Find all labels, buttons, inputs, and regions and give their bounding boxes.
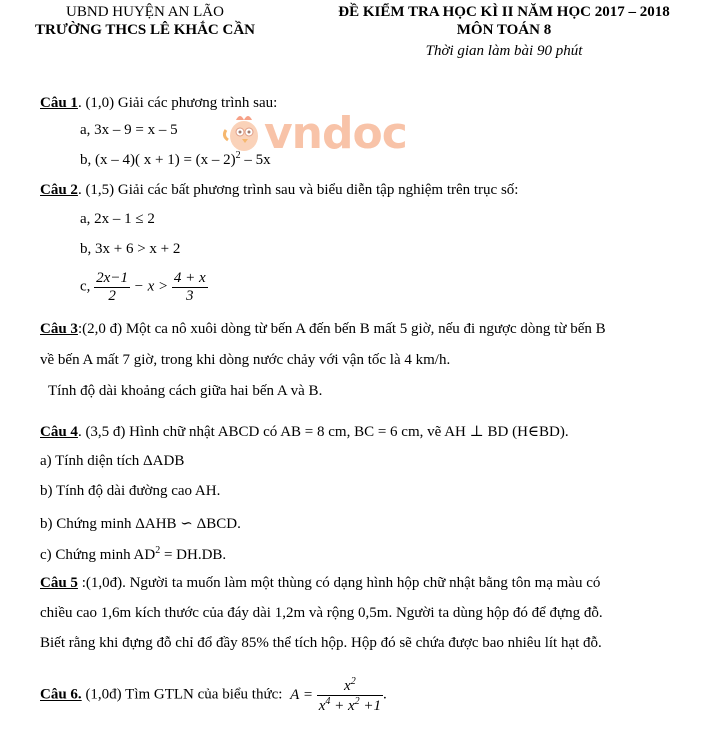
question-2b: b, 3x + 6 > x + 2 [80,241,181,257]
question-2-label: Câu 2 [40,182,78,198]
question-1-label: Câu 1 [40,95,78,111]
question-1b-rhs: – 5x [240,152,271,168]
district-name: UBND HUYỆN AN LÃO [66,4,224,20]
fraction-1 [94,270,130,304]
question-5 [40,575,600,592]
question-5-line1: :(1,0đ). Người ta muốn làm một thùng có dạng hình hộp chữ nhật bằng tôn mạ màu có [77,575,601,591]
question-1 [40,95,277,112]
question-1a: a, 3x – 9 = x – 5 [80,122,178,138]
square-exponent: 2 [235,150,241,161]
expression-fraction [317,676,383,714]
question-3-line2: về bến A mất 7 giờ, trong khi dòng nước chảy với vận tốc là 4 km/h. [40,352,451,368]
question-5-line3: Biết rằng khi đựng đỗ chỉ đổ đầy 85% thể tích hộp. Hộp đó sẽ chứa được bao nhiêu lít hạt đỗ. [40,635,602,651]
expression-denominator: $x^4 + x^2 +1$ [318,695,382,714]
question-4b: b) Tính độ dài đường cao AH. [40,483,221,499]
vndoc-logo-text: vndoc [264,108,407,159]
question-3-line1: :(2,0 đ) Một ca nô xuôi dòng từ bến A đến bến B mất 5 giờ, nếu đi ngược dòng từ bến B [77,321,606,337]
question-6 [40,676,387,714]
question-4a: a) Tính diện tích ΔADB [40,453,185,469]
school-name: TRƯỜNG THCS LÊ KHẮC CẦN [34,22,256,38]
fraction-2 [172,270,208,304]
question-3-line3: Tính độ dài khoảng cách giữa hai bến A và B. [48,383,323,399]
question-4c: b) Chứng minh ΔAHB ∽ ΔBCD. [40,516,241,532]
inequality-middle: − x > [133,278,169,295]
fraction-1-numerator: 2x−1 [96,270,128,286]
question-4 [40,422,569,441]
question-6-label: Câu 6. [40,686,82,703]
question-4d-rhs: = DH.DB. [160,547,227,563]
question-1b [80,150,271,169]
expression-lhs: A = [290,686,313,703]
subject-title: MÔN TOÁN 8 [456,22,552,38]
question-4d-lhs: c) Chứng minh AD [40,547,156,563]
question-2 [40,182,518,199]
fraction-1-denominator: 2 [108,287,116,304]
time-limit: Thời gian làm bài 90 phút [425,43,583,59]
question-2-text: . (1,5) Giải các bất phương trình sau và biểu diễn tập nghiệm trên trục số: [77,182,519,198]
question-3-label: Câu 3 [40,321,78,337]
question-1-text: . (1,0) Giải các phương trình sau: [77,95,278,111]
question-4d [40,545,226,564]
question-2a: a, 2x – 1 ≤ 2 [80,211,155,227]
fraction-2-numerator: 4 + x [173,270,206,286]
question-5-line2: chiều cao 1,6m kích thước của đáy dài 1,2m và rộng 0,5m. Người ta dùng hộp đó để đựng đỗ. [40,605,603,621]
question-2c [80,270,208,304]
exam-title: ĐỀ KIỂM TRA HỌC KÌ II NĂM HỌC 2017 – 2018 [338,4,670,20]
fraction-2-denominator: 3 [186,287,194,304]
question-5-label: Câu 5 [40,575,78,591]
question-6-text: (1,0đ) Tìm GTLN của biểu thức: [81,686,283,703]
question-4-text: . (3,5 đ) Hình chữ nhật ABCD có AB = 8 cm, BC = 6 cm, vẽ AH ⊥ BD (H∈BD). [77,424,569,440]
question-2c-label: c, [80,278,91,295]
expression-numerator: $x^2$ [317,676,383,696]
square-exponent: 2 [155,545,161,556]
question-4-label: Câu 4 [40,424,78,440]
question-1b-lhs: b, (x – 4)( x + 1) = (x – 2) [80,152,236,168]
question-3 [40,321,606,338]
expression-period: . [383,686,387,703]
